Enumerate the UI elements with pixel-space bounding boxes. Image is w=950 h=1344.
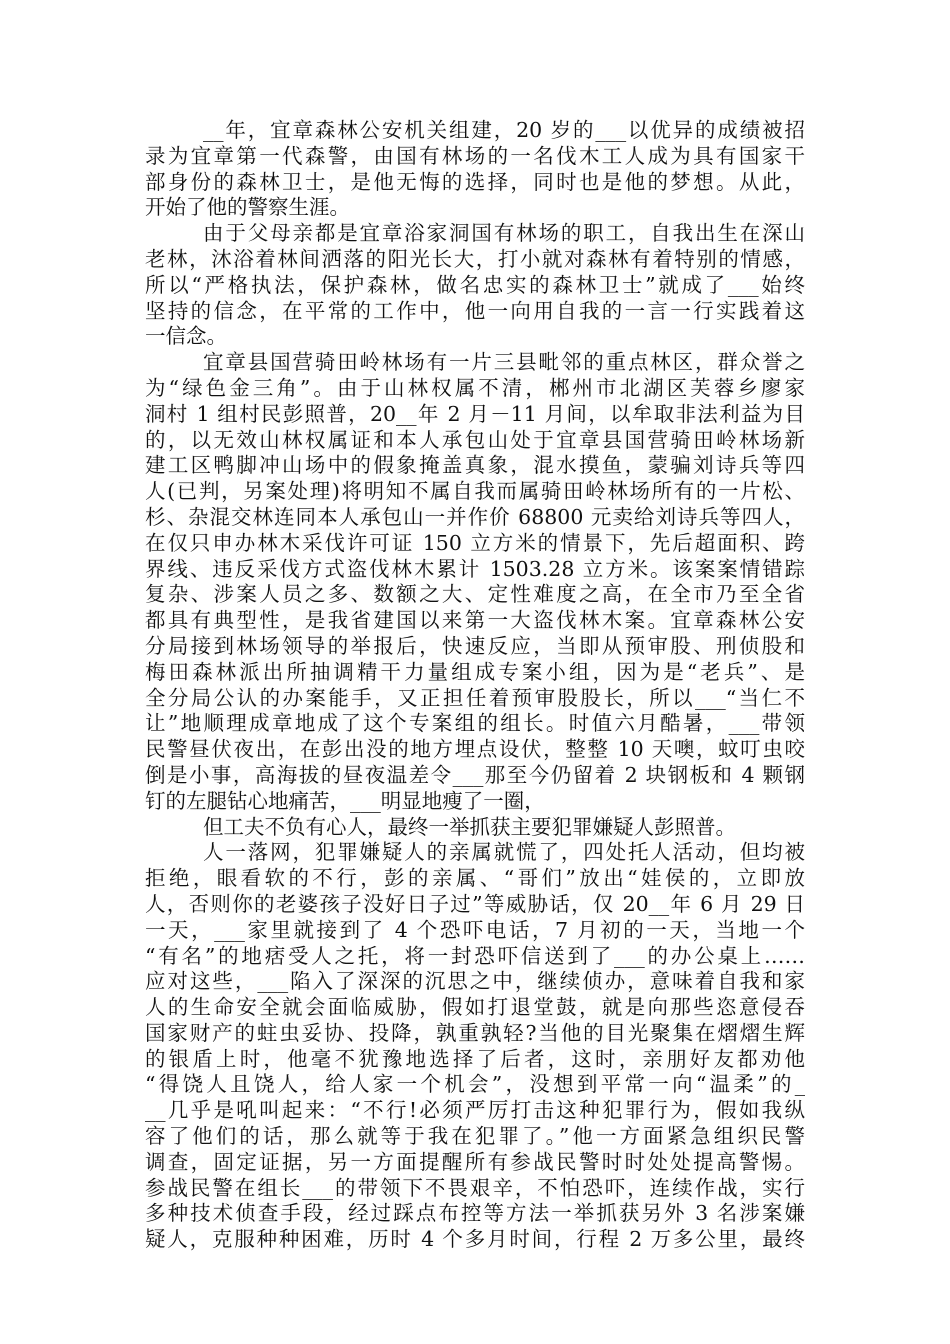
text-line: 调查，固定证据，另一方面提醒所有参战民警时时处处提高警惕。 [145,1149,805,1174]
text-line: 疑人，克服种种困难，历时 4 个多月时间，行程 2 万多公里，最终 [145,1227,805,1252]
text-line: 多种技术侦查手段，经过踩点布控等方法一举抓获另外 3 名涉案嫌 [145,1201,805,1226]
text-line: __几乎是吼叫起来：“不行!必须严厉打击这种犯罪行为，假如我纵 [145,1098,805,1123]
text-line: 一天，___家里就接到了 4 个恐吓电话，7 月初的一天，当地一个 [145,917,805,942]
text-line: “有名”的地痞受人之托，将一封恐吓信送到了___的办公桌上…… [145,943,805,968]
text-line: 宜章县国营骑田岭林场有一片三县毗邻的重点林区，群众誉之 [203,350,805,375]
document-body [145,118,805,1253]
text-line: 全分局公认的办案能手，又正担任着预审股股长，所以___“当仁不 [145,685,805,710]
text-line: __年，宜章森林公安机关组建，20 岁的___以优异的成绩被招 [203,118,805,142]
text-line: 坚持的信念，在平常的工作中，他一向用自我的一言一行实践着这 [145,298,805,323]
text-line: 都具有典型性，是我省建国以来第一大盗伐林木案。宜章森林公安 [145,608,805,633]
text-line: 复杂、涉案人员之多、数额之大、定性难度之高，在全市乃至全省 [145,582,805,607]
text-line: 倒是小事，高海拔的昼夜温差令___那至今仍留着 2 块钢板和 4 颗钢 [145,762,805,787]
text-line: 录为宜章第一代森警，由国有林场的一名伐木工人成为具有国家干 [145,143,805,168]
text-line: 由于父母亲都是宜章浴家洞国有林场的职工，自我出生在深山 [203,221,805,246]
text-line: “得饶人且饶人，给人家一个机会”，没想到平常一向“温柔”的_ [145,1072,805,1097]
text-line: 民警昼伏夜出，在彭出没的地方埋点设伏，整整 10 天噢，蚊叮虫咬 [145,737,805,762]
text-line: 钉的左腿钻心地痛苦，___明显地瘦了一圈， [145,788,545,813]
text-line: 开始了他的警察生涯。 [145,195,350,220]
text-line: 部身份的森林卫士，是他无悔的选择，同时也是他的梦想。从此， [145,169,805,194]
text-line: 参战民警在组长___的带领下不畏艰辛，不怕恐吓，连续作战，实行 [145,1175,805,1200]
text-line: 界线、违反采伐方式盗伐林木累计 1503.28 立方米。该案案情错踪 [145,556,805,581]
text-line: 在仅只申办林木采伐许可证 150 立方米的情景下，先后超面积、跨 [145,530,805,555]
text-line: 杉、杂混交林连同本人承包山一并作价 68800 元卖给刘诗兵等四人， [145,504,805,529]
text-line: 的，以无效山林权属证和本人承包山处于宜章县国营骑田岭林场新 [145,427,805,452]
text-line: 人(已判，另案处理)将明知不属自我而属骑田岭林场所有的一片松、 [145,479,805,504]
text-line: 容了他们的话，那么就等于我在犯罪了。”他一方面紧急组织民警 [145,1124,805,1149]
text-line: 人的生命安全就会面临威胁，假如打退堂鼓，就是向那些恣意侵吞 [145,995,805,1020]
text-line: 所以“严格执法，保护森林，做名忠实的森林卫士”就成了___始终 [145,272,805,297]
text-line: 老林，沐浴着林间洒落的阳光长大，打小就对森林有着特别的情感， [145,246,805,271]
text-line: 让”地顺理成章地成了这个专案组的组长。时值六月酷暑，___带领 [145,711,805,736]
text-line: 梅田森林派出所抽调精干力量组成专案小组，因为是“老兵”、是 [145,659,805,684]
text-line: 为“绿色金三角”。由于山林权属不清，郴州市北湖区芙蓉乡廖家 [145,375,805,400]
text-line: 建工区鸭脚冲山场中的假象掩盖真象，混水摸鱼，蒙骗刘诗兵等四 [145,453,805,478]
text-line: 人一落网，犯罪嫌疑人的亲属就慌了，四处托人活动，但均被 [203,840,805,865]
text-line: 国家财产的蛀虫妥协、投降，孰重孰轻?当他的目光聚集在熠熠生辉 [145,1020,805,1045]
text-line: 的银盾上时，他毫不犹豫地选择了后者，这时，亲朋好友都劝他 [145,1046,805,1071]
text-line: 一信念。 [145,324,227,349]
text-line: 分局接到林场领导的举报后，快速反应，当即从预审股、刑侦股和 [145,633,805,658]
text-line: 拒绝，眼看软的不行，彭的亲属、“哥们”放出“娃侯的，立即放 [145,866,805,891]
text-line: 但工夫不负有心人，最终一举抓获主要犯罪嫌疑人彭照普。 [203,814,736,839]
text-line: 人，否则你的老婆孩子没好日子过”等威胁话，仅 20__年 6 月 29 日 [145,891,805,916]
text-line: 应对这些，___陷入了深深的沉思之中，继续侦办，意味着自我和家 [145,969,805,994]
text-line: 洞村 1 组村民彭照普，20__年 2 月－11 月间，以牟取非法利益为目 [145,401,805,426]
